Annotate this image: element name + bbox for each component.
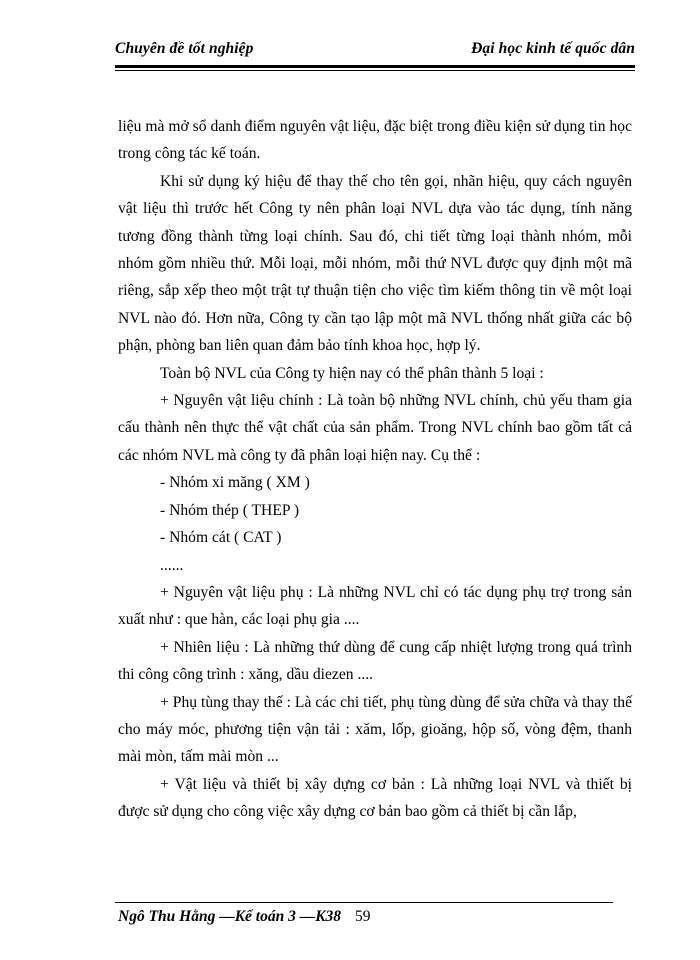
- paragraph-auxiliary-materials: + Nguyên vật liệu phụ : Là những NVL chỉ có tác dụng phụ trợ trong sản xuất như : que hàn, các loại phụ gia ....: [118, 583, 632, 629]
- page-footer: [118, 908, 370, 926]
- header-rule-thick: [115, 65, 635, 68]
- paragraph-spare-parts: + Phụ tùng thay thế : Là các chi tiết, phụ tùng dùng để sửa chữa và thay thế cho máy móc, phương tiện vận tải : xăm, lốp, gioăng, hộp số, vòng đệm, thanh mài mòn, tấm mài mòn ...: [118, 693, 632, 766]
- footer-rule: [115, 902, 613, 903]
- footer-author: Ngô Thu Hằng —Kế toán 3 —K38: [118, 908, 342, 925]
- body-text: [118, 113, 632, 826]
- paragraph-continuation: liệu mà mở sổ danh điểm nguyên vật liệu, đặc biệt trong điều kiện sử dụng tin học trong công tác kế toán.: [118, 118, 632, 163]
- page-number: 59: [354, 908, 371, 925]
- paragraph-symbol-coding: Khi sử dụng ký hiệu để thay thế cho tên gọi, nhãn hiệu, quy cách nguyên vật liệu thì trước hết Công ty nên phân loại NVL dựa vào tác dụng, tính năng tương đồng thành từng loại chính. Sau đó, chi tiết từng loại thành nhóm, mỗi nhóm gồm nhiều thứ. Mỗi loại, mỗi nhóm, mỗi thứ NVL được quy định một mã riêng, sắp xếp theo một trật tự thuận tiện cho việc tìm kiếm thông tin về một loại NVL nào đó. Hơn nữa, Công ty cần tạo lập một mã NVL thống nhất giữa các bộ phận, phòng ban liên quan đảm bảo tính khoa học, hợp lý.: [118, 172, 632, 355]
- paragraph-classification-intro: Toàn bộ NVL của Công ty hiện nay có thể phân thành 5 loại :: [160, 364, 544, 382]
- page-header: [115, 40, 635, 66]
- header-title-right: Đại học kinh tế quốc dân: [471, 40, 635, 57]
- header-rule-thin: [115, 70, 635, 71]
- paragraph-main-materials: + Nguyên vật liệu chính : Là toàn bộ những NVL chính, chủ yếu tham gia cấu thành nên thực thể vật chất của sản phẩm. Trong NVL chính bao gồm tất cả các nhóm NVL mà công ty đã phân loại hiện nay. Cụ thể :: [118, 392, 632, 464]
- list-item-ellipsis: ......: [160, 556, 184, 574]
- list-item-sand: - Nhóm cát ( CAT ): [160, 529, 282, 547]
- paragraph-construction-materials: + Vật liệu và thiết bị xây dựng cơ bản : Là những loại NVL và thiết bị được sử dụng cho công việc xây dựng cơ bản bao gồm cả thiết bị cần lắp,: [118, 775, 632, 821]
- list-item-steel: - Nhóm thép ( THEP ): [160, 501, 300, 519]
- list-item-cement: - Nhóm xi măng ( XM ): [160, 474, 310, 492]
- paragraph-fuel: + Nhiên liệu : Là những thứ dùng để cung cấp nhiệt lượng trong quá trình thi công công trình : xăng, dầu diezen ....: [118, 638, 632, 684]
- header-title-left: Chuyên đề tốt nghiệp: [115, 40, 254, 57]
